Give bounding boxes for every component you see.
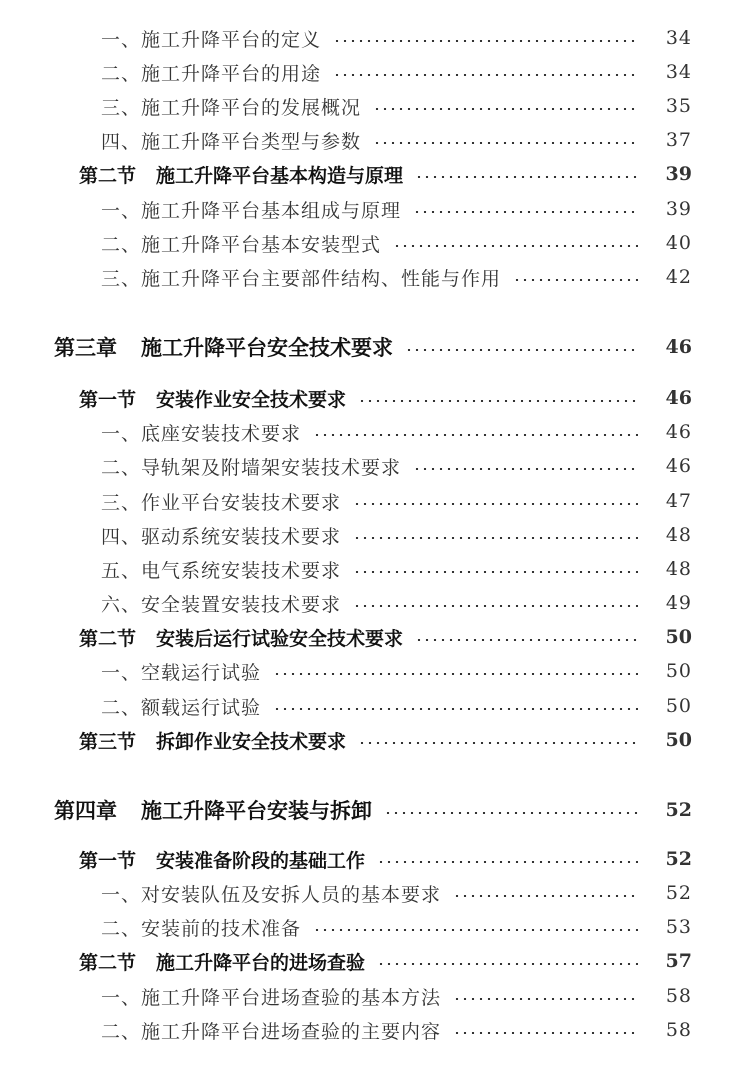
item-title: 五、电气系统安装技术要求 [101, 559, 342, 582]
page-number: 34 [665, 61, 692, 83]
toc-item[interactable] [0, 21, 750, 55]
page-number: 50 [665, 729, 692, 751]
toc-item[interactable] [0, 689, 750, 723]
page-number: 46 [665, 387, 692, 409]
toc-item[interactable] [0, 449, 750, 483]
dot-leader [313, 929, 638, 931]
dot-leader [453, 1032, 638, 1034]
section-title: 安装作业安全技术要求 [156, 388, 347, 411]
section-label: 第二节 [79, 627, 137, 650]
dot-leader [333, 40, 638, 42]
section-title: 安装后运行试验安全技术要求 [156, 627, 404, 650]
toc-item[interactable] [0, 55, 750, 89]
page-number: 40 [665, 232, 692, 254]
page-number: 37 [665, 129, 692, 151]
toc-item[interactable] [0, 518, 750, 552]
section-label: 第三节 [79, 730, 137, 753]
page-number: 39 [665, 198, 692, 220]
dot-leader [384, 812, 638, 814]
page-number: 42 [665, 266, 692, 288]
dot-leader [415, 176, 638, 178]
page-number: 58 [665, 1019, 692, 1041]
section-title: 施工升降平台基本构造与原理 [156, 164, 404, 187]
page-number: 53 [665, 916, 692, 938]
toc-item[interactable] [0, 654, 750, 688]
dot-leader [413, 211, 638, 213]
item-title: 四、施工升降平台类型与参数 [101, 130, 362, 153]
chapter-label: 第四章 [54, 798, 117, 823]
page-number: 57 [665, 950, 692, 972]
dot-leader [353, 503, 638, 505]
page-number: 34 [665, 27, 692, 49]
toc-section[interactable] [0, 723, 750, 757]
page-number: 50 [665, 626, 692, 648]
item-title: 二、额载运行试验 [101, 696, 262, 719]
item-title: 一、空载运行试验 [101, 661, 262, 684]
item-title: 一、施工升降平台进场查验的基本方法 [101, 986, 442, 1009]
section-title: 安装准备阶段的基础工作 [156, 849, 366, 872]
page-number: 46 [665, 455, 692, 477]
toc-item[interactable] [0, 123, 750, 157]
section-title: 拆卸作业安全技术要求 [156, 730, 347, 753]
page-number: 50 [665, 660, 692, 682]
page-number: 39 [665, 163, 692, 185]
dot-leader [353, 605, 638, 607]
chapter-label: 第三章 [54, 335, 117, 360]
toc-chapter[interactable] [0, 327, 750, 367]
toc-item[interactable] [0, 260, 750, 294]
dot-leader [405, 349, 638, 351]
toc-item[interactable] [0, 192, 750, 226]
toc-section[interactable] [0, 620, 750, 654]
dot-leader [313, 434, 638, 436]
section-label: 第二节 [79, 951, 137, 974]
toc-item[interactable] [0, 89, 750, 123]
page-number: 50 [665, 695, 692, 717]
page-number: 46 [665, 336, 692, 358]
section-label: 第二节 [79, 164, 137, 187]
toc-section[interactable] [0, 157, 750, 191]
item-title: 一、对安装队伍及安拆人员的基本要求 [101, 883, 442, 906]
dot-leader [353, 571, 638, 573]
section-label: 第一节 [79, 388, 137, 411]
toc-item[interactable] [0, 586, 750, 620]
dot-leader [393, 245, 638, 247]
item-title: 二、安装前的技术准备 [101, 917, 302, 940]
dot-leader [513, 279, 638, 281]
page-number: 52 [665, 882, 692, 904]
item-title: 一、底座安装技术要求 [101, 422, 302, 445]
dot-leader [377, 963, 638, 965]
toc-item[interactable] [0, 484, 750, 518]
item-title: 二、施工升降平台进场查验的主要内容 [101, 1020, 442, 1043]
dot-leader [377, 861, 638, 863]
page-number: 52 [665, 799, 692, 821]
toc-item[interactable] [0, 226, 750, 260]
dot-leader [453, 895, 638, 897]
page-number: 58 [665, 985, 692, 1007]
toc-item[interactable] [0, 979, 750, 1013]
item-title: 六、安全装置安装技术要求 [101, 593, 342, 616]
item-title: 一、施工升降平台基本组成与原理 [101, 199, 402, 222]
toc-item[interactable] [0, 415, 750, 449]
dot-leader [373, 142, 638, 144]
chapter-title: 施工升降平台安装与拆卸 [141, 798, 372, 823]
dot-leader [453, 998, 638, 1000]
page-number: 48 [665, 524, 692, 546]
toc-section[interactable] [0, 944, 750, 978]
item-title: 三、施工升降平台的发展概况 [101, 96, 362, 119]
item-title: 四、驱动系统安装技术要求 [101, 525, 342, 548]
item-title: 三、作业平台安装技术要求 [101, 491, 342, 514]
item-title: 二、导轨架及附墙架安装技术要求 [101, 456, 402, 479]
toc-section[interactable] [0, 842, 750, 876]
toc-item[interactable] [0, 1013, 750, 1047]
page-number: 52 [665, 848, 692, 870]
page-number: 47 [665, 490, 692, 512]
dot-leader [358, 400, 638, 402]
chapter-title: 施工升降平台安全技术要求 [141, 335, 393, 360]
page-number: 46 [665, 421, 692, 443]
item-title: 三、施工升降平台主要部件结构、性能与作用 [101, 267, 502, 290]
dot-leader [333, 74, 638, 76]
dot-leader [273, 673, 638, 675]
dot-leader [415, 639, 638, 641]
toc-section[interactable] [0, 381, 750, 415]
item-title: 二、施工升降平台的用途 [101, 62, 322, 85]
toc-item[interactable] [0, 876, 750, 910]
dot-leader [358, 742, 638, 744]
toc-chapter[interactable] [0, 790, 750, 830]
dot-leader [413, 468, 638, 470]
page-number: 48 [665, 558, 692, 580]
item-title: 一、施工升降平台的定义 [101, 28, 322, 51]
dot-leader [273, 708, 638, 710]
toc-item[interactable] [0, 552, 750, 586]
item-title: 二、施工升降平台基本安装型式 [101, 233, 382, 256]
dot-leader [373, 108, 638, 110]
section-label: 第一节 [79, 849, 137, 872]
page-number: 49 [665, 592, 692, 614]
dot-leader [353, 537, 638, 539]
section-title: 施工升降平台的进场查验 [156, 951, 366, 974]
page-number: 35 [665, 95, 692, 117]
toc-item[interactable] [0, 910, 750, 944]
